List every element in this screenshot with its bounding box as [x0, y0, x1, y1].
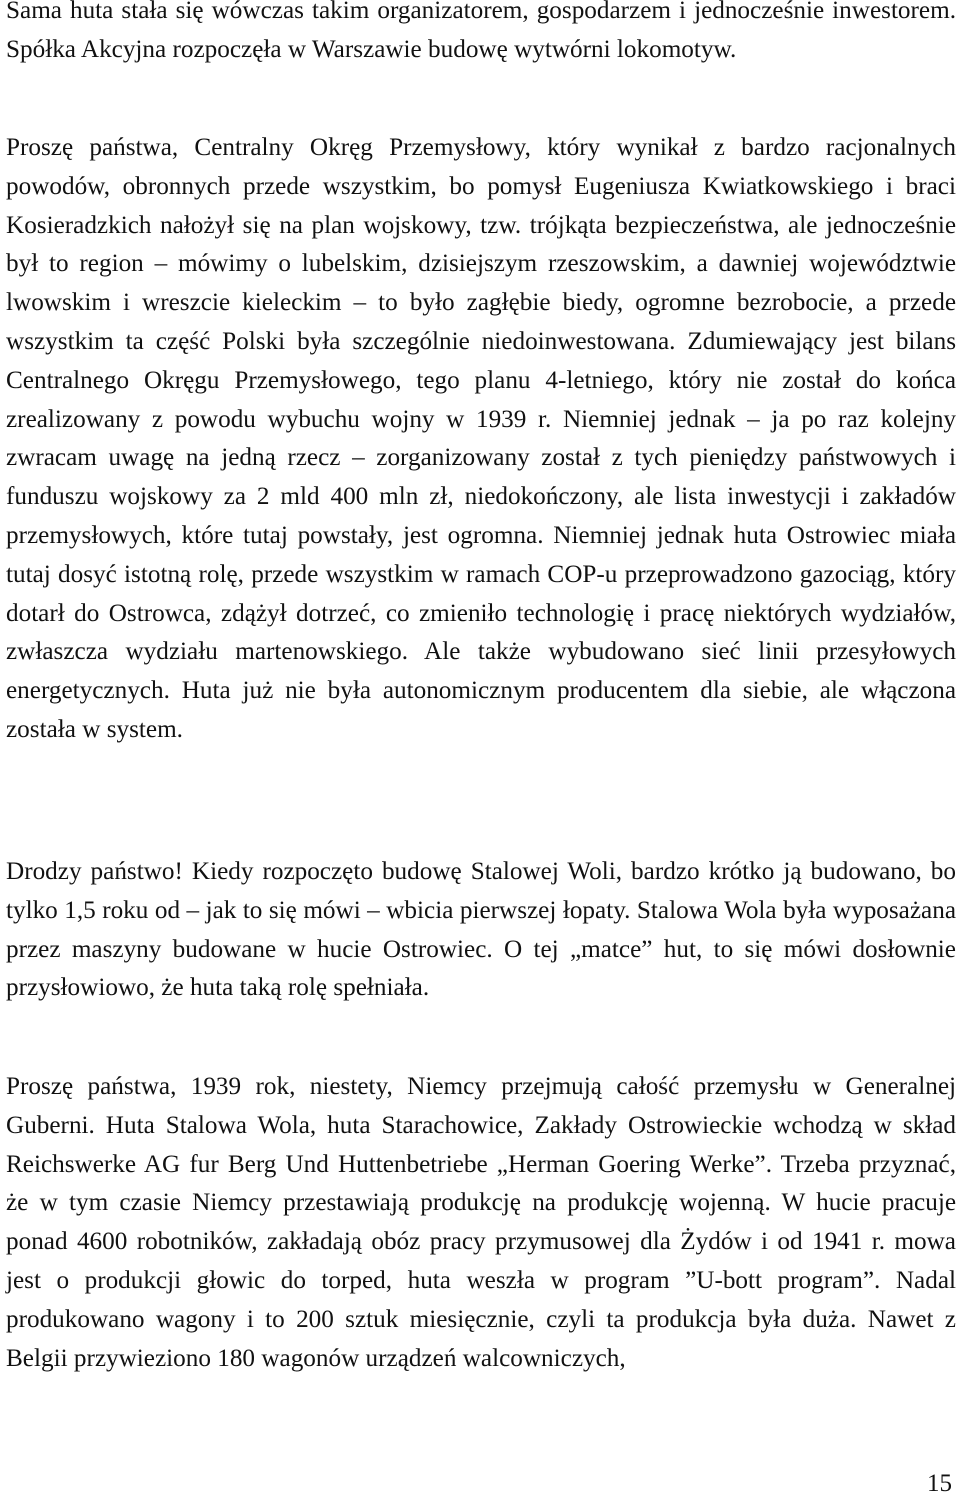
paragraph-3: Drodzy państwo! Kiedy rozpoczęto budowę Stalowej Woli, bardzo krótko ją budowano, bo tylko 1,5 roku od – jak to się mówi – wbicia pierwszej łopaty. Stalowa Wola była wyposażana przez maszyny budowane w hucie Ostrowiec. O tej „matce” hut, to się mówi dosłownie przysłowiowo, że huta taką rolę spełniała. — [6, 858, 956, 1002]
paragraph-2: Proszę państwa, Centralny Okręg Przemysłowy, który wynikał z bardzo racjonalnych powodów, obronnych przede wszystkim, bo pomysł Eugeniusza Kwiatkowskiego i braci Kosieradzkich nałożył się na plan wojskowy, tzw. trójkąta bezpieczeństwa, ale jednocześnie był to region – mówimy o lubelskim, dzisiejszym rzeszowskim, a dawniej województwie lwowskim i wreszcie kieleckim – to było zagłębie biedy, ogromne bezrobocie, a przede wszystkim ta część Polski była szczególnie niedoinwestowana. Zdumiewający jest bilans Centralnego Okręgu Przemysłowego, tego planu 4-letniego, który nie został do końca zrealizowany z powodu wybuchu wojny w 1939 r. Niemniej jednak – ja po raz kolejny zwracam uwagę na jedną rzecz – zorganizowany został z tych pieniędzy państwowych i funduszu wojskowy za 2 mld 400 mln zł, niedokończony, ale lista inwestycji i zakładów przemysłowych, które tutaj powstały, jest ogromna. Niemniej jednak huta Ostrowiec miała tutaj dosyć istotną rolę, przede wszystkim w ramach COP-u przeprowadzono gazociąg, który dotarł do Ostrowca, zdążył dotrzeć, co zmieniło technologię i pracę niektórych wydziałów, zwłaszcza wydziału martenowskiego. Ale także wybudowano sieć linii przesyłowych energetycznych. Huta już nie była autonomicznym producentem dla siebie, ale włączona została w system. — [6, 134, 956, 743]
page-number: 15 — [927, 1470, 952, 1497]
paragraph-1: Sama huta stała się wówczas takim organizatorem, gospodarzem i jednocześnie inwestorem. Spółka Akcyjna rozpoczęła w Warszawie budowę wytwórni lokomotyw. — [6, 0, 956, 63]
paragraph-4: Proszę państwa, 1939 rok, niestety, Niemcy przejmują całość przemysłu w Generalnej Guberni. Huta Stalowa Wola, huta Starachowice, Zakłady Ostrowieckie wchodzą w skład Reichswerke AG fur Berg Und Huttenbetriebe „Herman Goering Werke”. Trzeba przyznać, że w tym czasie Niemcy przestawiają produkcję na produkcję wojenną. W hucie pracuje ponad 4600 robotników, zakładają obóz pracy przymusowej dla Żydów i od 1941 r. mowa jest o produkcji głowic do torped, huta weszła w program ”U-bott program”. Nadal produkowano wagony i to 200 sztuk miesięcznie, czyli ta produkcja była duża. Nawet z Belgii przywieziono 180 wagonów urządzeń walcowniczych, — [6, 1073, 956, 1372]
